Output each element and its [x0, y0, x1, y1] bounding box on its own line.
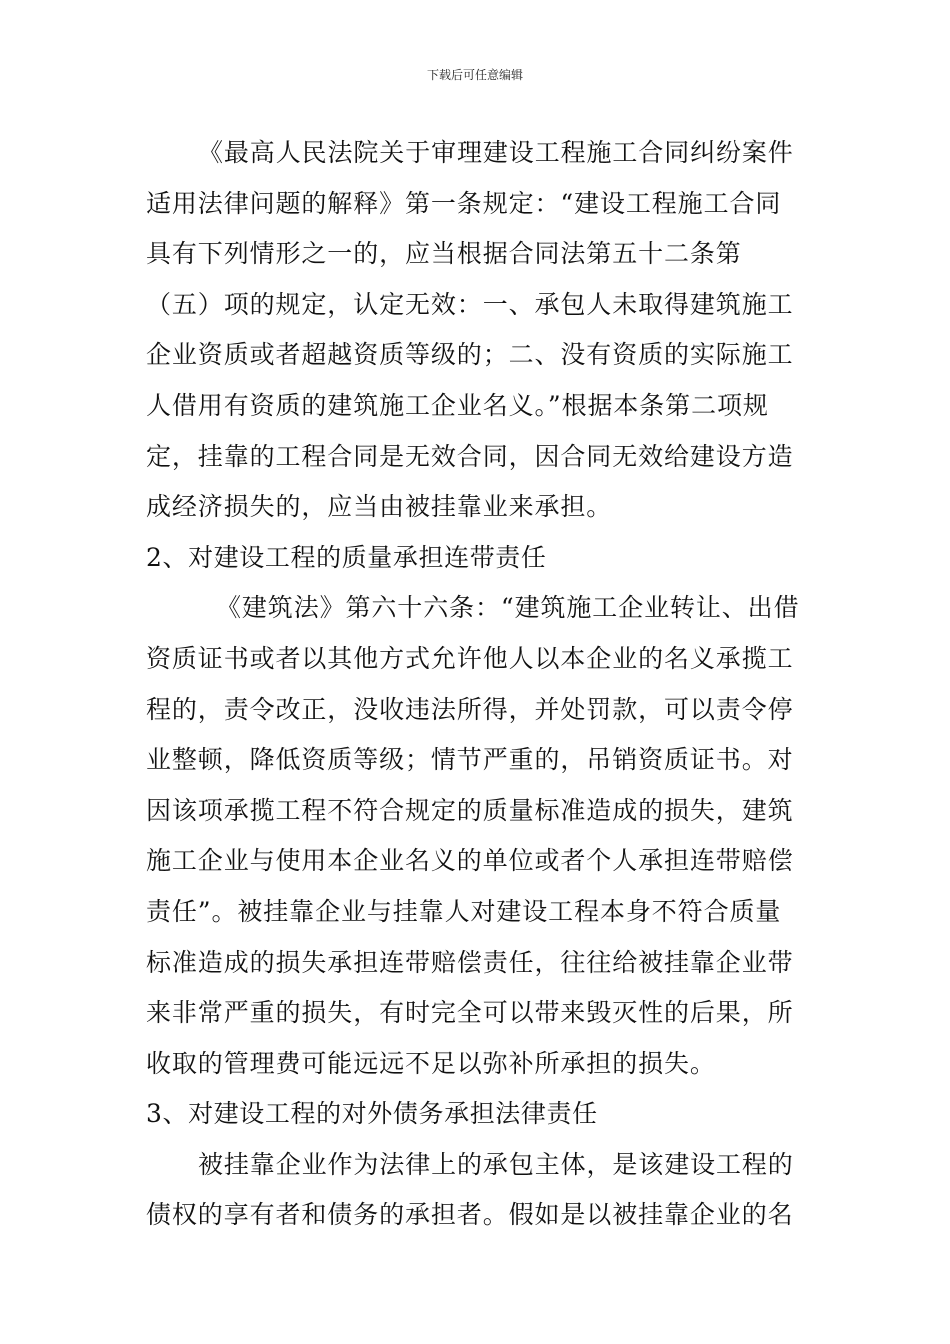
page-header: 下载后可任意编辑: [426, 68, 523, 82]
text-line: 定，挂靠的工程合同是无效合同，因合同无效给建设方造: [146, 441, 794, 471]
text-line: 具有下列情形之一的，应当根据合同法第五十二条第: [146, 239, 742, 269]
text-line: 《建筑法》第六十六条：“建筑施工企业转让、出借: [216, 593, 800, 623]
text-line: 责任”。被挂靠企业与挂靠人对建设工程本身不符合质量: [146, 896, 782, 926]
text-line: 业整顿，降低资质等级；情节严重的，吊销资质证书。对: [146, 745, 794, 775]
text-line: 程的，责令改正，没收违法所得，并处罚款，可以责令停: [146, 694, 794, 724]
text-line: 因该项承揽工程不符合规定的质量标准造成的损失，建筑: [146, 795, 794, 825]
paragraph-interpretation: [146, 128, 794, 533]
paragraph-external-debt: [146, 1140, 794, 1241]
section-heading: 3、对建设工程的对外债务承担法律责任: [146, 1099, 598, 1129]
text-line: 来非常严重的损失，有时完全可以带来毁灭性的后果，所: [146, 998, 794, 1028]
text-line: 成经济损失的，应当由被挂靠业来承担。: [146, 492, 613, 522]
text-line: 企业资质或者超越资质等级的；二、没有资质的实际施工: [146, 340, 794, 370]
text-line: 《最高人民法院关于审理建设工程施工合同纠纷案件: [198, 138, 794, 167]
text-line: 收取的管理费可能远远不足以弥补所承担的损失。: [146, 1048, 716, 1078]
section-heading: 2、对建设工程的质量承担连带责任: [146, 542, 547, 572]
text-line: 资质证书或者以其他方式允许他人以本企业的名义承揽工: [146, 643, 794, 673]
text-line: 适用法律问题的解释》第一条规定：“建设工程施工合同: [146, 188, 782, 218]
text-line: 标准造成的损失承担连带赔偿责任，往往给被挂靠企业带: [146, 947, 794, 977]
text-line: （五）项的规定，认定无效：一、承包人未取得建筑施工: [146, 289, 794, 319]
text-line: 施工企业与使用本企业名义的单位或者个人承担连带赔偿: [146, 846, 794, 876]
document-body: [146, 128, 800, 1241]
paragraph-construction-law: [146, 583, 800, 1089]
text-line: 人借用有资质的建筑施工企业名义。”根据本条第二项规: [146, 390, 769, 420]
text-line: 被挂靠企业作为法律上的承包主体，是该建设工程的: [198, 1149, 794, 1179]
text-line: 债权的享有者和债务的承担者。假如是以被挂靠企业的名: [146, 1200, 794, 1230]
